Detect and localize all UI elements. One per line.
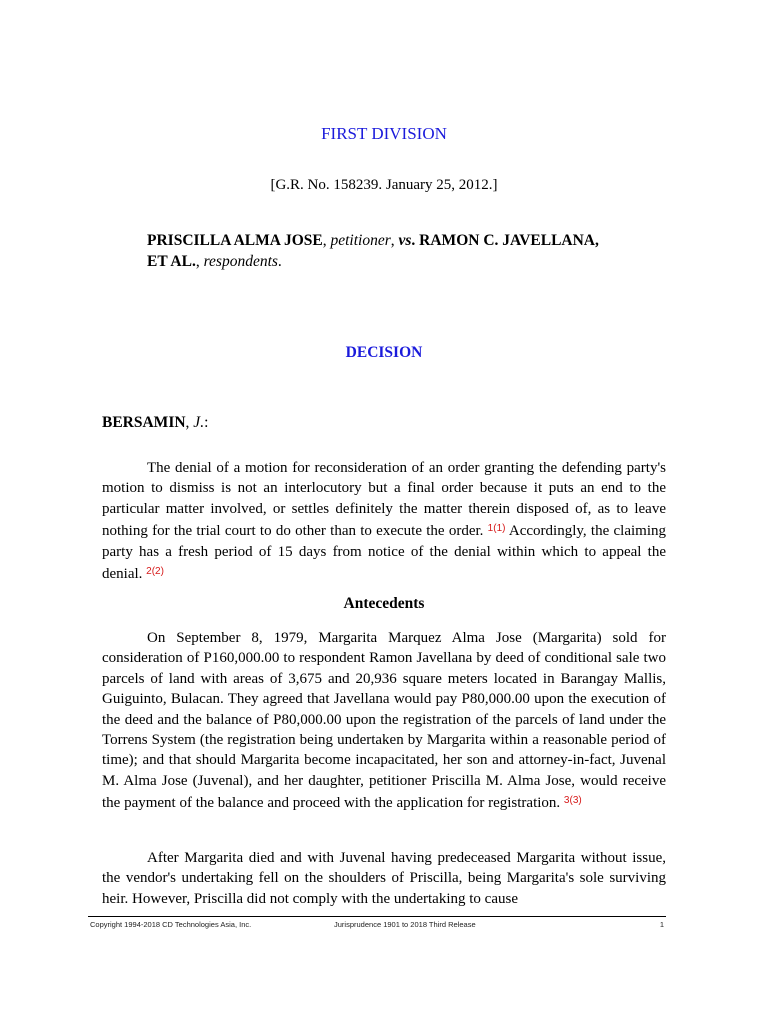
- division-heading: FIRST DIVISION: [321, 124, 447, 143]
- paragraph-3: [102, 848, 666, 909]
- paragraph-1: [102, 458, 666, 584]
- respondent-role: respondents: [203, 253, 278, 270]
- footnote-link-2[interactable]: 2(2): [146, 566, 164, 578]
- ponente-name: BERSAMIN: [102, 414, 186, 431]
- footnote-link-3[interactable]: 3(3): [563, 795, 582, 807]
- paragraph-2: [102, 628, 666, 814]
- antecedents-heading: Antecedents: [343, 595, 425, 612]
- footer-copyright: Copyright 1994-2018 CD Technologies Asia, Inc.: [90, 920, 252, 929]
- decision-title: DECISION: [345, 344, 423, 361]
- footer-release: Jurisprudence 1901 to 2018 Third Release: [334, 920, 476, 929]
- paragraph-1-text: The denial of a motion for reconsideration of an order granting the defending party's motion to dismiss is not an interlocutory but a final order because it puts an end to the particular matter involved, or settles definitely the matter therein disposed of, as to leave nothing for the trial court to do other than to execute the order.: [102, 460, 666, 540]
- petitioner-role: petitioner: [330, 232, 391, 249]
- case-number: [G.R. No. 158239. January 25, 2012.]: [270, 177, 498, 193]
- versus-label: vs: [398, 232, 412, 249]
- ponente: BERSAMIN, J.:: [102, 414, 209, 431]
- ponente-suffix: J: [193, 414, 201, 431]
- petitioner-name: PRISCILLA ALMA JOSE: [147, 232, 323, 249]
- footnote-link-1[interactable]: 1(1): [487, 523, 506, 535]
- case-parties: PRISCILLA ALMA JOSE, petitioner, vs. RAMON C. JAVELLANA, ET AL., respondents.: [147, 232, 599, 270]
- page-footer: [88, 920, 666, 932]
- respondent-name-line1: RAMON C. JAVELLANA,: [419, 232, 599, 249]
- footer-page-number: 1: [659, 920, 664, 929]
- paragraph-2-text: On September 8, 1979, Margarita Marquez Alma Jose (Margarita) sold for consideration of P160,000.00 to respondent Ramon Javellana by deed of conditional sale two parcels of land with areas of 3,675 and 20,936 square meters located in Barangay Mallis, Guiguinto, Bulacan. They agreed that Javellana would pay P80,000.00 upon the execution of the deed and the balance of P80,000.00 upon the registration of the parcels of land under the Torrens System (the registration being undertaken by Margarita within a reasonable period of time); and that should Margarita become incapacitated, her son and attorney-in-fact, Juvenal M. Alma Jose (Juvenal), and her daughter, petitioner Priscilla M. Alma Jose, would receive the payment of the balance and proceed with the application for registration.: [102, 630, 666, 812]
- paragraph-1-text-2: Accordingly, the claiming party has a fresh period of 15 days from notice of the denial within which to appeal the denial.: [102, 523, 666, 583]
- paragraph-3-text: After Margarita died and with Juvenal having predeceased Margarita without issue, the vendor's undertaking fell on the shoulders of Priscilla, being Margarita's sole surviving heir. However, Priscilla did not comply with the undertaking to cause: [102, 850, 666, 907]
- respondent-name-line2: ET AL.: [147, 253, 196, 270]
- footer-divider: [88, 916, 666, 917]
